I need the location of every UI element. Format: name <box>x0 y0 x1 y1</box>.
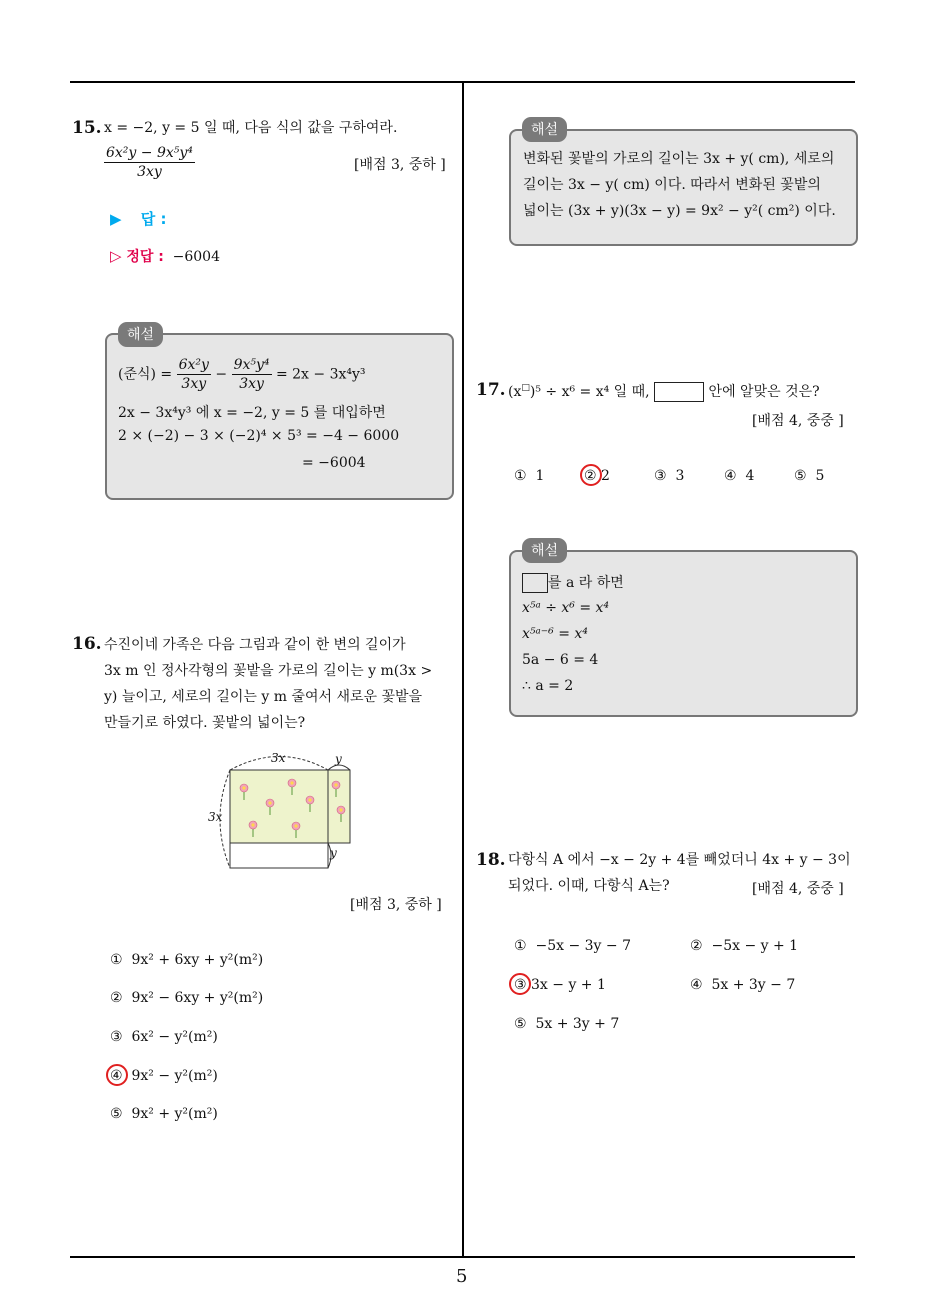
q15-exp-suffix: = 2x − 3x⁴y³ <box>275 366 366 383</box>
q16-option-3-text: 6x² − y²(m²) <box>131 1029 218 1045</box>
q15-answer-label: 답 : <box>140 210 167 228</box>
q16-option-4-text: 9x² − y²(m²) <box>131 1068 218 1084</box>
q15-frac-num: 6x²y − 9x⁵y⁴ <box>106 145 193 161</box>
q16-option-1-text: 9x² + 6xy + y²(m²) <box>131 952 264 968</box>
q16-fig-left-label: 3x <box>208 810 223 824</box>
q15-correct-row <box>110 246 220 266</box>
q18-option-5[interactable] <box>514 1016 619 1032</box>
q17-exp-line3: x⁵ᵃ⁻⁶ = x⁴ <box>522 626 588 642</box>
q16-exp-line2: 길이는 3x − y( cm) 이다. 따라서 변화된 꽃밭의 <box>523 177 821 193</box>
q17-exp-line2: x⁵ᵃ ÷ x⁶ = x⁴ <box>522 600 610 616</box>
q17-option-5-mark: ⑤ <box>794 468 807 484</box>
outline-arrow-icon: ▷ <box>110 247 122 265</box>
q15-fraction <box>104 144 195 181</box>
q15-explanation-tag: 해설 <box>118 322 163 347</box>
q17-blank-box <box>654 382 704 402</box>
q15-exp-line3: 2 × (−2) − 3 × (−2)⁴ × 5³ = −4 − 6000 <box>118 428 400 444</box>
q16-option-3-mark: ③ <box>110 1029 123 1045</box>
q17-option-5-text: 5 <box>815 468 825 484</box>
q16-option-2[interactable] <box>110 990 263 1006</box>
q18-option-5-mark: ⑤ <box>514 1016 527 1032</box>
q15-answer-row <box>110 208 167 229</box>
q18-option-2-mark: ② <box>690 938 703 954</box>
q18-option-1[interactable] <box>514 938 631 954</box>
q17-explanation-tag: 해설 <box>522 538 567 563</box>
q16-number: 16. <box>72 634 102 654</box>
q15-prompt: x = −2, y = 5 일 때, 다음 식의 값을 구하여라. <box>104 120 398 136</box>
q17-option-1-mark: ① <box>514 468 527 484</box>
page-number: 5 <box>456 1266 468 1287</box>
q17-score: [배점 4, 중중 ] <box>752 413 844 429</box>
q17-option-4-text: 4 <box>745 468 755 484</box>
q17-option-3[interactable] <box>654 468 684 484</box>
q17-option-4-mark: ④ <box>724 468 737 484</box>
q16-exp-line1: 변화된 꽃밭의 가로의 길이는 3x + y( cm), 세로의 <box>523 151 835 167</box>
q15-frac-den: 3xy <box>137 164 162 180</box>
q17-option-2-text: 2 <box>601 468 610 484</box>
q16-option-2-text: 9x² − 6xy + y²(m²) <box>131 990 264 1006</box>
q16-line2: 3x m 인 정사각형의 꽃밭을 가로의 길이는 y m(3x > <box>104 663 433 679</box>
q18-option-4-text: 5x + 3y − 7 <box>711 977 796 993</box>
q18-number: 18. <box>476 850 506 870</box>
q18-option-4-mark: ④ <box>690 977 703 993</box>
q18-line1: 다항식 A 에서 −x − 2y + 4를 빼었더니 4x + y − 3이 <box>508 852 851 868</box>
q15-score: [배점 3, 중하 ] <box>354 157 446 173</box>
q16-selected-circle <box>106 1064 128 1086</box>
q15-exp-f2-den: 3xy <box>239 376 264 392</box>
q16-line1: 수진이네 가족은 다음 그림과 같이 한 변의 길이가 <box>104 637 406 653</box>
q16-option-1[interactable] <box>110 952 263 968</box>
q15-number: 15. <box>72 118 102 138</box>
q15-exp-f1-num: 6x²y <box>178 357 209 373</box>
q16-option-3[interactable] <box>110 1029 218 1045</box>
q16-option-1-mark: ① <box>110 952 123 968</box>
q15-exp-line1: (준식) = $\frac{\text{6x²y}}{3xy}$ − $\frac{\text{9x⁵y⁴}}{3xy}$ = 2x − 3x⁴y³ <box>118 357 366 392</box>
q16-line3: y) 늘이고, 세로의 길이는 y m 줄여서 새로운 꽃밭을 <box>104 689 423 705</box>
q17-prompt-pre: (x <box>508 384 522 400</box>
q17-exp-line1 <box>522 572 624 593</box>
q15-exp-line2: 2x − 3x⁴y³ 에 x = −2, y = 5 를 대입하면 <box>118 405 386 421</box>
q17-exp-line4: 5a − 6 = 4 <box>522 652 599 668</box>
q18-option-3-text: 3x − y + 1 <box>531 977 606 993</box>
q18-option-2[interactable] <box>690 938 798 954</box>
q17-option-4[interactable] <box>724 468 754 484</box>
q16-option-2-mark: ② <box>110 990 123 1006</box>
q17-selected-circle <box>580 464 602 486</box>
q15-correct-label: 정답 : <box>126 249 164 265</box>
q17-exp-line5: ∴ a = 2 <box>522 678 574 694</box>
q17-prompt: (x□)⁵ ÷ x⁶ = x⁴ 일 때, 안에 알맞은 것은? <box>508 383 820 400</box>
q17-option-2-mark: ② <box>584 468 597 484</box>
q18-option-1-mark: ① <box>514 938 527 954</box>
q16-option-5-text: 9x² + y²(m²) <box>131 1106 218 1122</box>
q16-score: [배점 3, 중하 ] <box>350 897 442 913</box>
q16-line4: 만들기로 하였다. 꽃밭의 넓이는? <box>104 715 306 731</box>
q17-option-3-text: 3 <box>675 468 685 484</box>
q17-option-3-mark: ③ <box>654 468 667 484</box>
q16-fig-right-top-label: y <box>335 752 342 766</box>
q17-prompt-post: 안에 알맞은 것은? <box>708 384 820 400</box>
q17-option-1[interactable] <box>514 468 544 484</box>
q18-option-2-text: −5x − y + 1 <box>711 938 799 954</box>
q18-selected-circle <box>509 973 531 995</box>
q18-option-5-text: 5x + 3y + 7 <box>535 1016 620 1032</box>
column-divider <box>462 81 464 1258</box>
q17-option-5[interactable] <box>794 468 824 484</box>
q18-option-1-text: −5x − 3y − 7 <box>535 938 631 954</box>
q16-option-5[interactable] <box>110 1106 218 1122</box>
q16-option-4-mark: ④ <box>110 1068 123 1084</box>
q16-option-5-mark: ⑤ <box>110 1106 123 1122</box>
play-arrow-icon: ▶ <box>110 210 122 228</box>
q16-fig-right-bottom-label: y <box>330 846 337 860</box>
q18-option-3-mark: ③ <box>514 977 527 993</box>
q17-exp-blank-box <box>522 573 548 593</box>
q17-option-1-text: 1 <box>535 468 545 484</box>
q15-exp-f2-num: 9x⁵y⁴ <box>233 357 270 373</box>
q16-exp-line3: 넓이는 (3x + y)(3x − y) = 9x² − y²( cm²) 이다. <box>523 203 836 219</box>
q15-correct-value: −6004 <box>172 249 220 265</box>
q17-prompt-mid: )⁵ ÷ x⁶ = x⁴ 일 때, <box>529 384 650 400</box>
q18-option-4[interactable] <box>690 977 795 993</box>
q18-line2: 되었다. 이때, 다항식 A는? <box>508 878 670 894</box>
q16-fig-top-label: 3x <box>271 751 286 765</box>
q15-exp-prefix: (준식) = <box>118 366 173 383</box>
q17-number: 17. <box>476 380 506 400</box>
q15-exp-f1-den: 3xy <box>181 376 207 392</box>
q16-explanation-tag: 해설 <box>522 117 567 142</box>
q18-score: [배점 4, 중중 ] <box>752 881 844 897</box>
q15-exp-line4: = −6004 <box>302 455 366 471</box>
q17-exp-line1-text: 를 a 라 하면 <box>548 575 624 591</box>
